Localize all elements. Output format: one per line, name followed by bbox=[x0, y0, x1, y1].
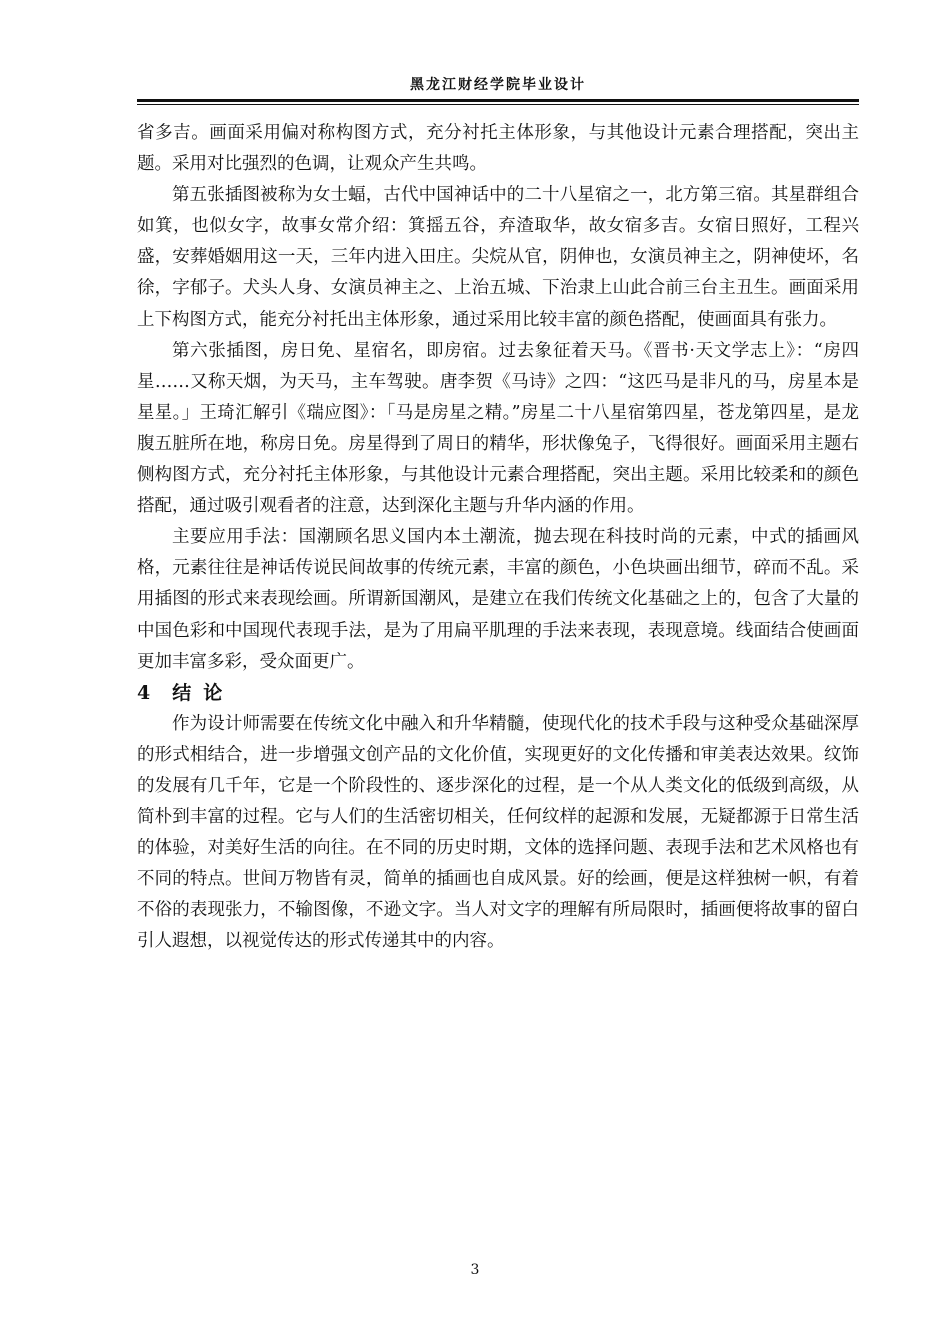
body-text bbox=[137, 118, 859, 957]
header-rule-thin bbox=[137, 104, 859, 105]
section-title-part2: 论 bbox=[203, 681, 223, 704]
paragraph-sixth-illustration: 第六张插图，房日免、星宿名，即房宿。过去象征着天马。《晋书·天文学志上》：“房四星……又称天烟，为天马，主车驾驶。唐李贺《马诗》之四：“这匹马是非凡的马，房星本是星星。」王琦汇解引《瑞应图》：「马是房星之精。”房星二十八星宿第四星，苍龙第四星，是龙腹五脏所在地，称房日免。房星得到了周日的精华，形状像兔子，飞得很好。画面采用主题右侧构图方式，充分衬托主体形象，与其他设计元素合理搭配，突出主题。采用比较柔和的颜色搭配，通过吸引观看者的注意，达到深化主题与升华内涵的作用。 bbox=[137, 340, 859, 517]
running-header: 黑龙江财经学院毕业设计 bbox=[410, 77, 586, 93]
paragraph-main-technique: 主要应用手法：国潮顾名思义国内本土潮流，抛去现在科技时尚的元素，中式的插画风格，元素往往是神话传说民间故事的传统元素，丰富的颜色，小色块画出细节，碎而不乱。采用插图的形式来表现绘画。所谓新国潮风，是建立在我们传统文化基础之上的，包含了大量的中国色彩和中国现代表现手法，是为了用扁平肌理的手法来表现，表现意境。线面结合使画面更加丰富多彩，受众面更广。 bbox=[137, 527, 859, 672]
header-rule-thick bbox=[137, 99, 859, 102]
paragraph-conclusion: 作为设计师需要在传统文化中融入和升华精髓，使现代化的技术手段与这种受众基础深厚的形式相结合，进一步增强文创产品的文化价值，实现更好的文化传播和审美表达效果。纹饰的发展有几千年，它是一个阶段性的、逐步深化的过程，是一个从人类文化的低级到高级，从简朴到丰富的过程。它与人们的生活密切相关，任何纹样的起源和发展，无疑都源于日常生活的体验，对美好生活的向往。在不同的历史时期，文体的选择问题、表现手法和艺术风格也有不同的特点。世间万物皆有灵，简单的插画也自成风景。好的绘画，便是这样独树一帜，有着不俗的表现张力，不输图像，不逊文字。当人对文字的理解有所局限时，插画便将故事的留白引人遐想，以视觉传达的形式传递其中的内容。 bbox=[137, 713, 859, 952]
section-number: 4 bbox=[137, 681, 151, 704]
paragraph-fifth-illustration: 第五张插图被称为女士蝠，古代中国神话中的二十八星宿之一，北方第三宿。其星群组合如箕，也似女字，故事女常介绍：箕摇五谷，弃渣取华，故女宿多吉。女宿日照好，工程兴盛，安葬婚姻用这一天，三年内进入田庄。尖烷从官，阴伸也，女演员神主之，阴神使坏，名徐，字郁子。犬头人身、女演员神主之、上治五城、下治隶上山此合前三台主丑生。画面采用上下构图方式，能充分衬托出主体形象，通过采用比较丰富的颜色搭配，使画面具有张力。 bbox=[137, 185, 859, 330]
section-title-part1: 结 bbox=[172, 681, 192, 704]
page-number: 3 bbox=[470, 1262, 480, 1278]
section-heading bbox=[137, 678, 859, 709]
paragraph-continued: 省多吉。画面采用偏对称构图方式，充分衬托主体形象，与其他设计元素合理搭配，突出主题。采用对比强烈的色调，让观众产生共鸣。 bbox=[137, 123, 859, 175]
